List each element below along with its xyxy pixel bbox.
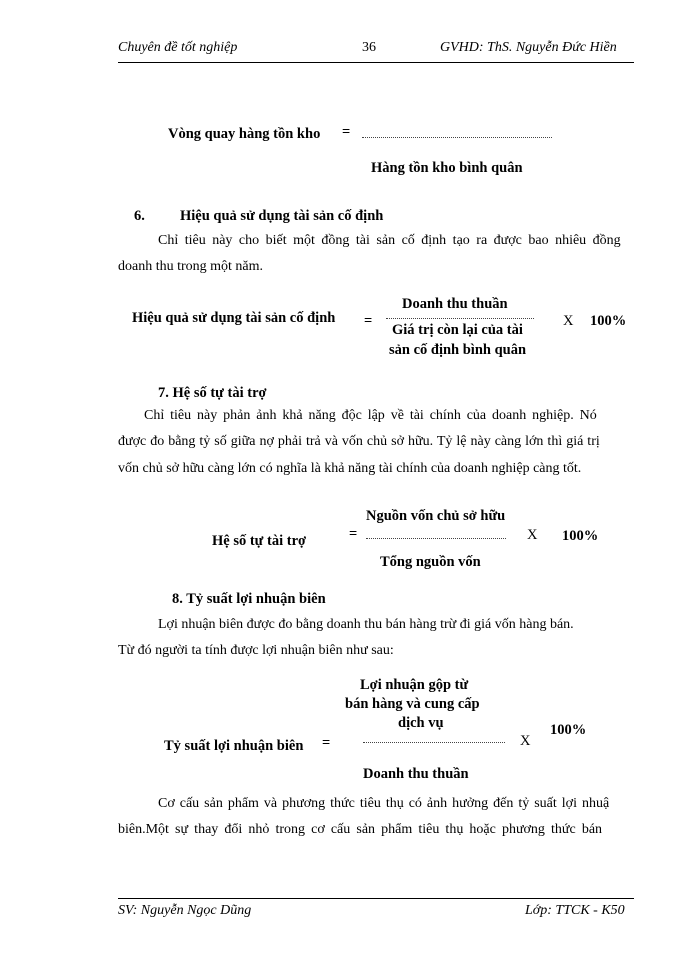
f3-fraction-line [366,538,506,539]
f2-times: X [563,313,574,329]
f2-denominator-line1: Giá trị còn lại của tài [392,322,523,338]
closing-line1: Cơ cấu sản phẩm và phương thức tiêu thụ có ảnh hưởng đến tỷ suất lợi nhuậ [158,796,610,811]
f3-percent: 100% [562,528,599,544]
s8-line2: Từ đó người ta tính được lợi nhuận biên như sau: [118,643,394,658]
footer-left: SV: Nguyễn Ngọc Dũng [118,903,252,918]
footer-rule [118,898,634,899]
f3-numerator: Nguồn vốn chủ sở hữu [366,508,506,524]
f4-equals: = [322,735,331,751]
header-page-number: 36 [362,40,376,55]
f4-times: X [520,733,531,749]
f3-denominator: Tổng nguồn vốn [380,554,481,570]
s8-title: 8. Tỷ suất lợi nhuận biên [172,591,326,607]
f3-times: X [527,527,538,543]
f2-equals: = [364,313,373,329]
f2-numerator: Doanh thu thuần [402,296,508,312]
f2-label: Hiệu quả sử dụng tài sản cố định [132,310,336,326]
s6-number: 6. [134,208,145,224]
f4-denominator: Doanh thu thuần [363,766,469,782]
f4-numerator-line1: Lợi nhuận gộp từ [360,677,469,693]
f1-fraction-line [362,137,552,138]
closing-line2: biên.Một sự thay đổi nhỏ trong cơ cấu sản phẩm tiêu thụ hoặc phương thức bán [118,822,603,837]
f2-fraction-line [386,318,534,319]
f1-denominator: Hàng tồn kho bình quân [371,160,523,176]
s8-line1: Lợi nhuận biên được đo bằng doanh thu bán hàng trừ đi giá vốn hàng bán. [158,617,574,632]
f2-denominator-line2: sản cố định bình quân [389,342,527,358]
s7-line3: vốn chủ sở hữu càng lớn có nghĩa là khả năng tài chính của doanh nghiệp càng tốt. [118,461,582,476]
f3-equals: = [349,526,358,542]
header-right: GVHD: ThS. Nguyễn Đức Hiền [440,40,617,55]
s7-title: 7. Hệ số tự tài trợ [158,385,267,401]
s7-line2: được đo bằng tỷ số giữa nợ phải trả và vốn chủ sở hữu. Tỷ lệ này càng lớn thì giá trị [118,434,600,449]
header-left: Chuyên đề tốt nghiệp [118,40,238,55]
f3-label: Hệ số tự tài trợ [212,533,307,549]
f4-percent: 100% [550,722,587,738]
f1-equals: = [342,124,351,140]
f1-label: Vòng quay hàng tồn kho [168,126,321,142]
s6-line2: doanh thu trong một năm. [118,259,264,274]
footer-right: Lớp: TTCK - K50 [525,903,625,918]
s6-title: Hiệu quả sử dụng tài sản cố định [180,208,384,224]
f4-fraction-line [363,742,505,743]
f2-percent: 100% [590,313,627,329]
f4-numerator-line3: dịch vụ [398,715,444,731]
f4-label: Tỷ suất lợi nhuận biên [164,738,304,754]
s7-line1: Chỉ tiêu này phản ảnh khả năng độc lập về tài chính của doanh nghiệp. Nó [144,408,597,423]
s6-line1: Chỉ tiêu này cho biết một đồng tài sản cố định tạo ra được bao nhiêu đồng [158,233,621,248]
header-rule [118,62,634,63]
f4-numerator-line2: bán hàng và cung cấp [345,696,480,712]
